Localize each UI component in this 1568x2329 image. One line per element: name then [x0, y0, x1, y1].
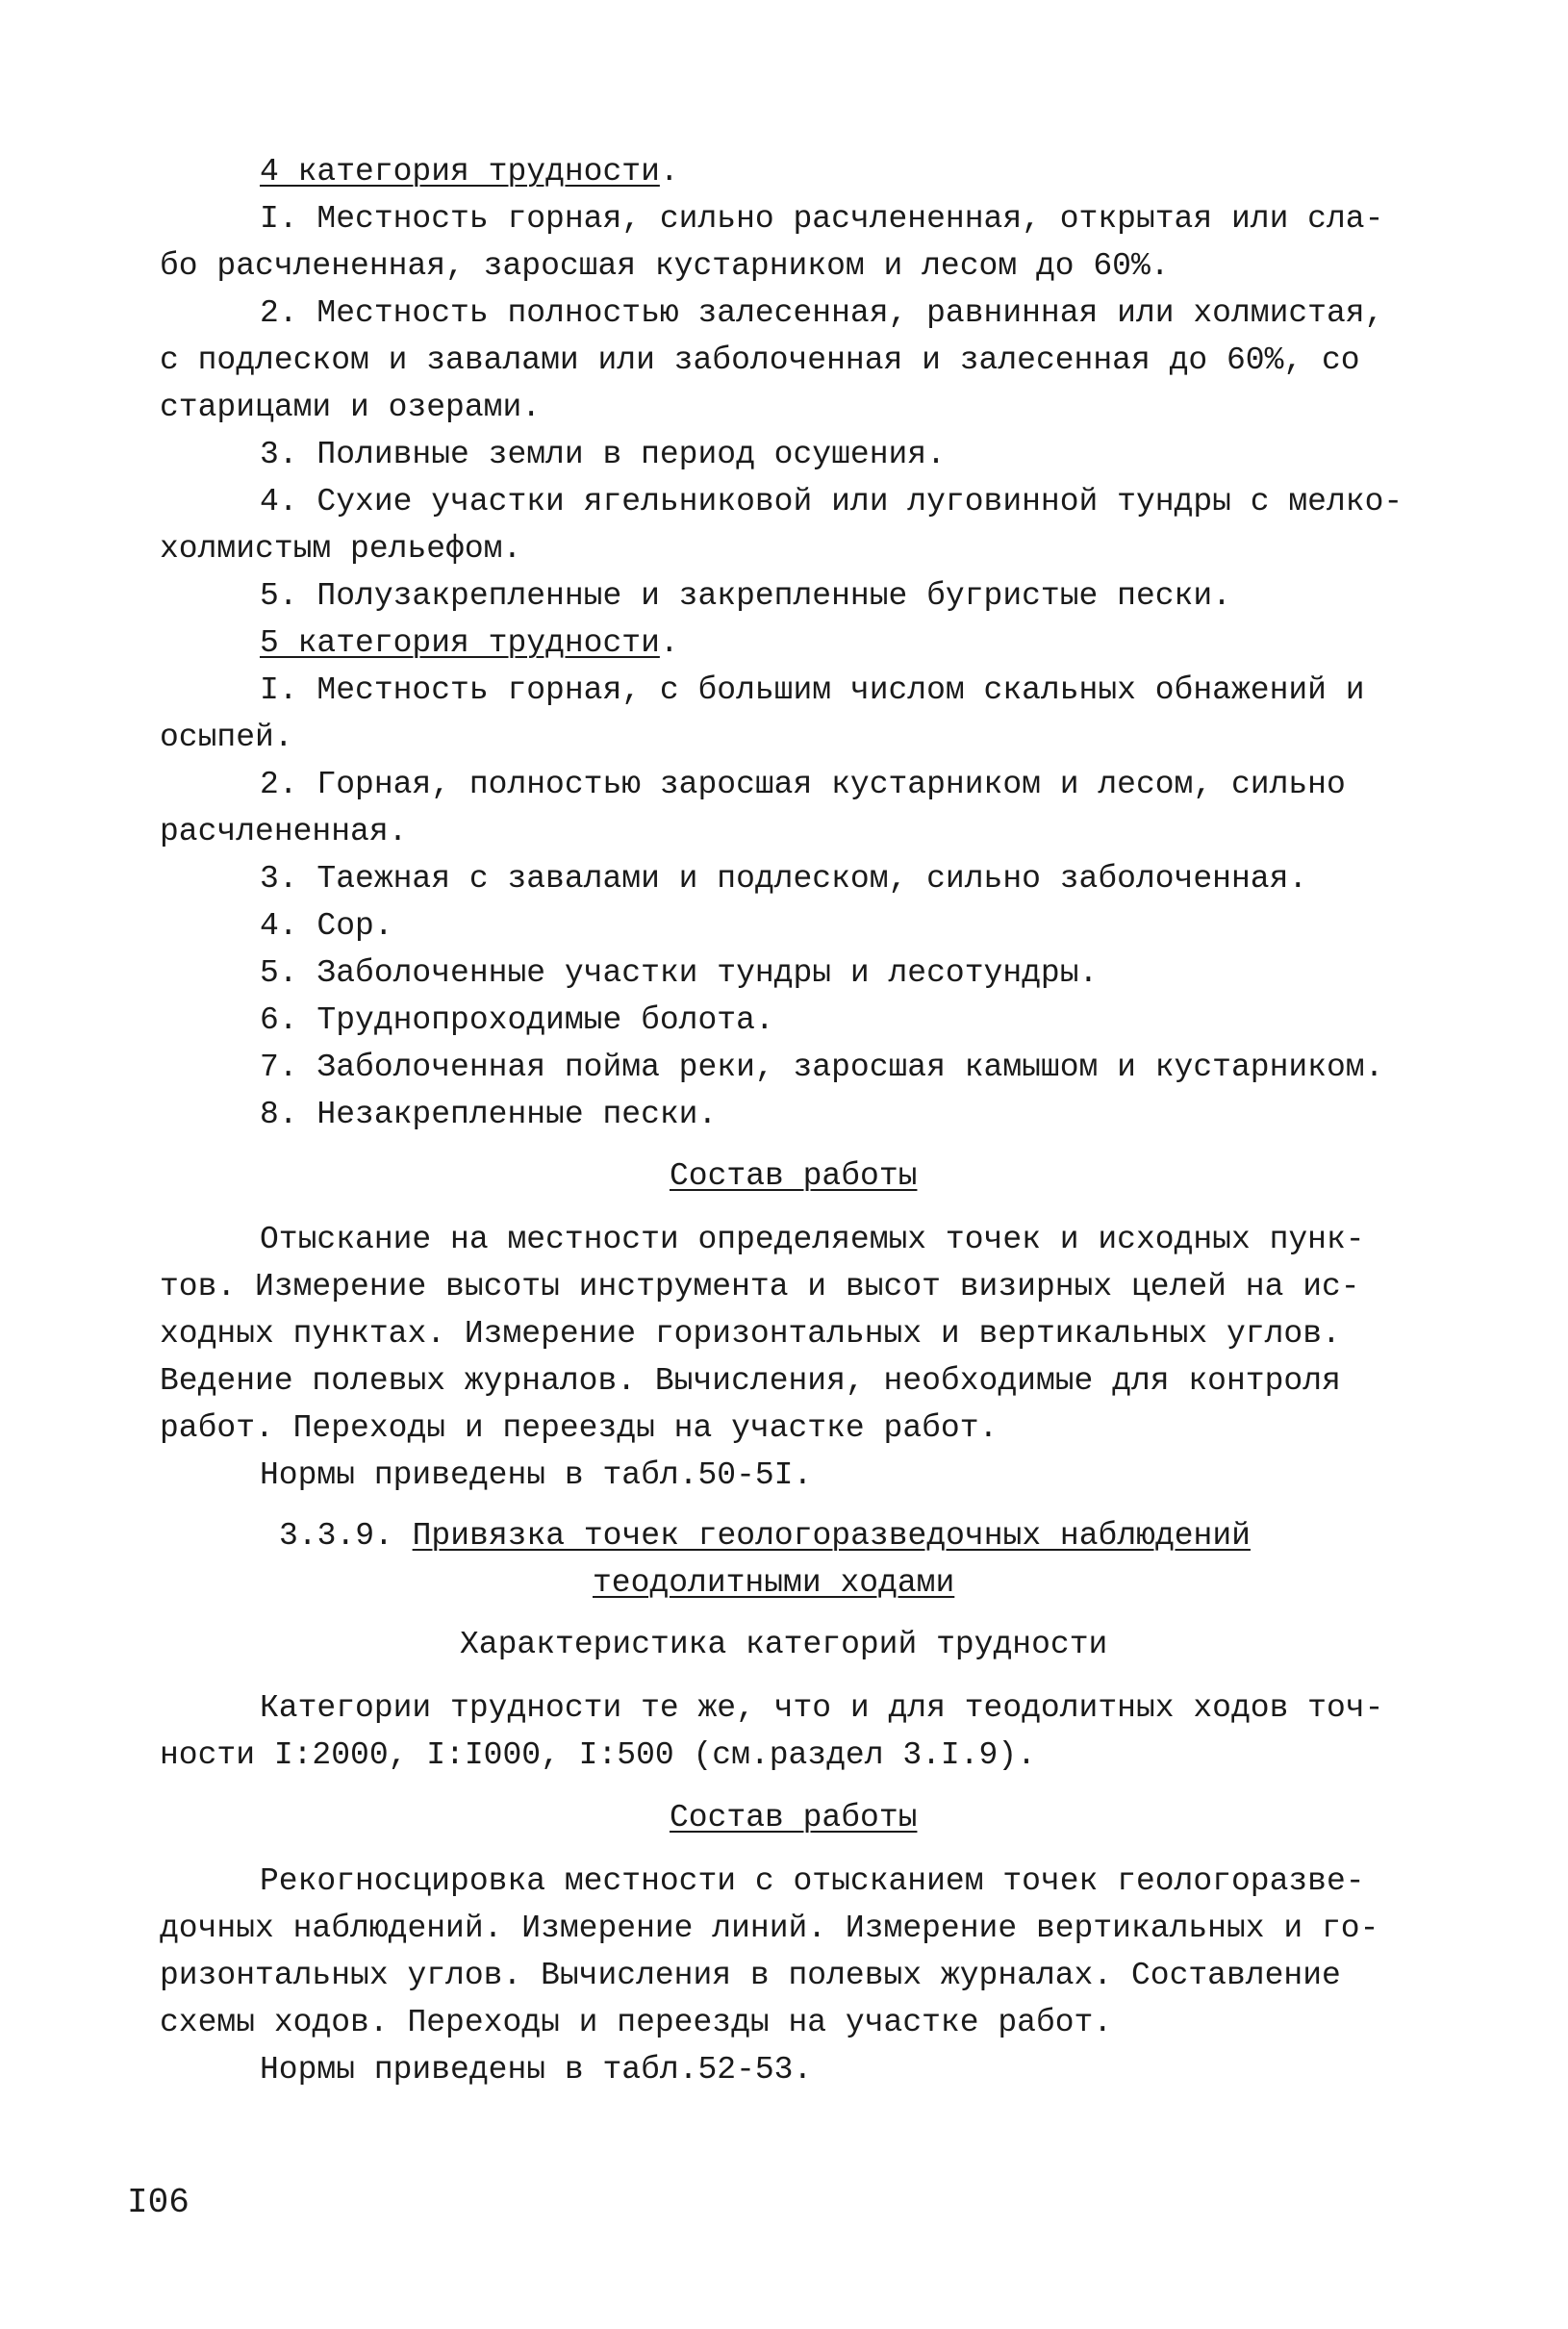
- cat5-item7: 7. Заболоченная пойма реки, заросшая камышом и кустарником.: [260, 1050, 1384, 1085]
- category-5-heading-text: 5 категория трудности: [260, 625, 660, 661]
- cat5-item1-line1: I. Местность горная, с большим числом скальных обнажений и: [260, 672, 1365, 708]
- section-title-line2-wrap: [593, 1567, 954, 1599]
- work-composition-heading-1: [670, 1160, 917, 1192]
- cat4-item4-line1: 4. Сухие участки ягельниковой или луговинной тундры с мелко-: [260, 484, 1404, 519]
- cat5-item2-line1: 2. Горная, полностью заросшая кустарником и лесом, сильно: [260, 767, 1346, 802]
- norms-reference-1: Нормы приведены в табл.50-5I.: [260, 1457, 813, 1493]
- section-number: 3.3.9.: [279, 1518, 413, 1554]
- cat4-item2-line1: 2. Местность полностью залесенная, равнинная или холмистая,: [260, 295, 1384, 331]
- cat5-item3: 3. Таежная с завалами и подлеском, сильно заболоченная.: [260, 861, 1308, 897]
- category-4-heading: [260, 156, 679, 188]
- section-title-line1: Привязка точек геологоразведочных наблюдений: [412, 1518, 1251, 1554]
- category-4-heading-text: 4 категория трудности: [260, 154, 660, 190]
- categories-line1: Категории трудности те же, что и для теодолитных ходов точ-: [260, 1690, 1384, 1726]
- page-number: I06: [127, 2183, 190, 2222]
- category-4-heading-period: .: [659, 154, 679, 190]
- work1-line1: Отыскание на местности определяемых точек и исходных пунк-: [260, 1222, 1365, 1257]
- work1-line3: ходных пунктах. Измерение горизонтальных и вертикальных углов.: [160, 1316, 1341, 1352]
- work2-line1: Рекогносцировка местности с отысканием точек геологоразве-: [260, 1863, 1365, 1899]
- work-composition-heading-1-text: Состав работы: [670, 1158, 918, 1194]
- cat4-item2-line2: с подлеском и завалами или заболоченная и залесенная до 60%, со: [160, 342, 1360, 378]
- cat4-item4-line2: холмистым рельефом.: [160, 531, 522, 567]
- work-composition-heading-2: [670, 1802, 917, 1834]
- cat4-item3: 3. Поливные земли в период осушения.: [260, 437, 946, 472]
- cat4-item1-line1: I. Местность горная, сильно расчлененная, открытая или сла-: [260, 201, 1384, 237]
- category-5-heading-period: .: [659, 625, 679, 661]
- work2-line4: схемы ходов. Переходы и переезды на участке работ.: [160, 2005, 1113, 2040]
- difficulty-characteristics-heading: Характеристика категорий трудности: [460, 1627, 1108, 1662]
- norms-reference-2: Нормы приведены в табл.52-53.: [260, 2052, 813, 2088]
- work1-line4: Ведение полевых журналов. Вычисления, необходимые для контроля: [160, 1363, 1341, 1399]
- section-3-3-9-heading: [279, 1520, 1251, 1552]
- cat5-item5: 5. Заболоченные участки тундры и лесотундры.: [260, 955, 1099, 991]
- work2-line2: дочных наблюдений. Измерение линий. Измерение вертикальных и го-: [160, 1911, 1379, 1946]
- cat5-item6: 6. Труднопроходимые болота.: [260, 1002, 774, 1038]
- work1-line5: работ. Переходы и переезды на участке работ.: [160, 1410, 999, 1446]
- work1-line2: тов. Измерение высоты инструмента и высот визирных целей на ис-: [160, 1269, 1360, 1304]
- cat4-item1-line2: бо расчлененная, заросшая кустарником и лесом до 60%.: [160, 248, 1170, 284]
- cat5-item2-line2: расчлененная.: [160, 814, 408, 849]
- cat4-item2-line3: старицами и озерами.: [160, 390, 542, 425]
- cat5-item1-line2: осыпей.: [160, 720, 293, 755]
- cat5-item4: 4. Сор.: [260, 908, 393, 944]
- cat5-item8: 8. Незакрепленные пески.: [260, 1097, 718, 1132]
- categories-line2: ности I:2000, I:I000, I:500 (см.раздел 3.I.9).: [160, 1737, 1036, 1773]
- category-5-heading: [260, 627, 679, 659]
- work2-line3: ризонтальных углов. Вычисления в полевых журналах. Составление: [160, 1958, 1341, 1993]
- cat4-item5: 5. Полузакрепленные и закрепленные бугристые пески.: [260, 578, 1231, 614]
- section-title-line2: теодолитными ходами: [593, 1565, 955, 1601]
- work-composition-heading-2-text: Состав работы: [670, 1800, 918, 1835]
